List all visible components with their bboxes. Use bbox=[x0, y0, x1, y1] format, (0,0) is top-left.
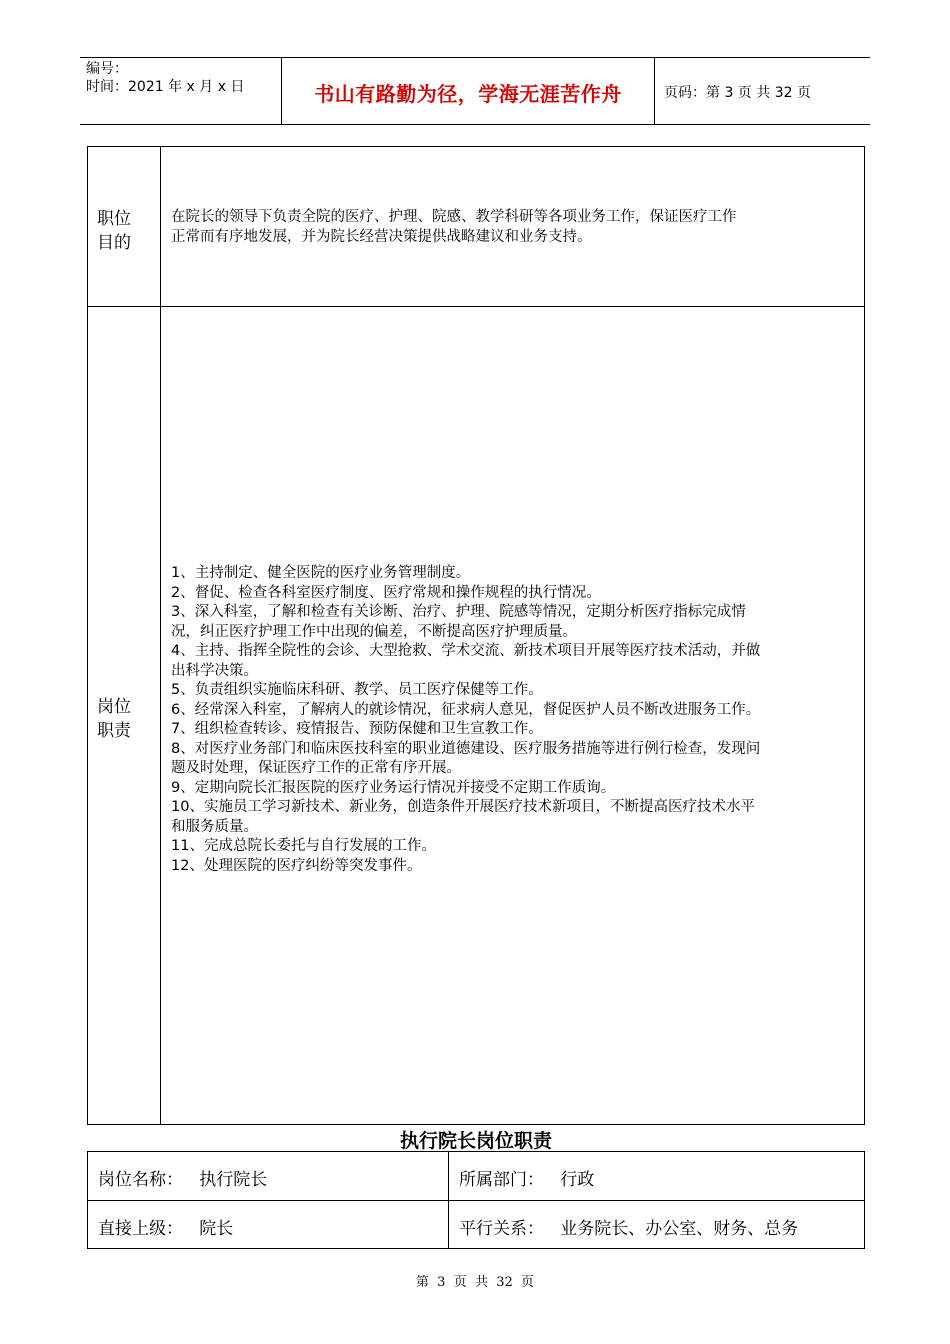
duty-line: 2、督促、检查各科室医疗制度、医疗常规和操作规程的执行情况。 bbox=[171, 584, 601, 601]
superior-cell bbox=[87, 1200, 449, 1249]
duty-line: 7、组织检查转诊、疫情报告、预防保健和卫生宣教工作。 bbox=[171, 721, 543, 737]
duty-line: 10、实施员工学习新技术、新业务，创造条件开展医疗技术新项目，不断提高医疗技术水平 bbox=[171, 799, 755, 815]
purpose-label-line2: 目的 bbox=[97, 233, 131, 253]
duty-line: 5、负责组织实施临床科研、教学、员工医疗保健等工作。 bbox=[171, 682, 543, 698]
duty-line: 11、完成总院长委托与自行发展的工作。 bbox=[171, 838, 436, 854]
purpose-label-cell bbox=[87, 146, 161, 307]
header-motto: 书山有路勤为径，学海无涯苦作舟 bbox=[314, 82, 622, 106]
duty-line: 出科学决策。 bbox=[171, 662, 258, 679]
duty-line: 和服务质量。 bbox=[171, 818, 258, 835]
duty-line: 题及时处理，保证医疗工作的正常有序开展。 bbox=[171, 760, 461, 776]
page-footer: 第 3 页 共 32 页 bbox=[415, 1275, 535, 1290]
position-name: 岗位名称： 执行院长 bbox=[98, 1170, 268, 1190]
parallel-relations: 平行关系： 业务院长、办公室、财务、总务 bbox=[459, 1219, 799, 1239]
duty-line: 1、主持制定、健全医院的医疗业务管理制度。 bbox=[171, 565, 471, 581]
position-name-cell bbox=[87, 1151, 449, 1201]
duty-label-line2: 职责 bbox=[97, 721, 131, 741]
purpose-label-line1: 职位 bbox=[97, 209, 131, 229]
duty-line: 6、经常深入科室，了解病人的就诊情况，征求病人意见，督促医护人员不断改进服务工作。 bbox=[171, 701, 761, 718]
purpose-text-line2: 正常而有序地发展，并为院长经营决策提供战略建议和业务支持。 bbox=[171, 228, 592, 245]
duty-content-cell bbox=[160, 306, 865, 1125]
duty-line: 4、主持、指挥全院性的会诊、大型抢救、学术交流、新技术项目开展等医疗技术活动，并做 bbox=[171, 643, 761, 659]
duty-label-cell bbox=[87, 306, 161, 1125]
document-time: 时间：2021 年 x 月 x 日 bbox=[86, 79, 245, 95]
direct-superior: 直接上级： 院长 bbox=[98, 1219, 234, 1239]
department: 所属部门： 行政 bbox=[459, 1170, 595, 1190]
purpose-content-cell bbox=[160, 146, 865, 307]
header-divider-right bbox=[654, 57, 655, 124]
duty-line: 12、处理医院的医疗纠纷等突发事件。 bbox=[171, 857, 422, 874]
duty-label-line1: 岗位 bbox=[97, 697, 131, 717]
department-cell bbox=[448, 1151, 865, 1201]
header-page-info: 页码：第 3 页 共 32 页 bbox=[664, 85, 811, 101]
section-title: 执行院长岗位职责 bbox=[399, 1130, 552, 1152]
duty-line: 况，纠正医疗护理工作中出现的偏差，不断提高医疗护理质量。 bbox=[171, 623, 577, 640]
header-meta bbox=[86, 60, 244, 96]
duty-line: 8、对医疗业务部门和临床医技科室的职业道德建设、医疗服务措施等进行例行检查，发现问 bbox=[171, 740, 761, 757]
duty-list bbox=[171, 564, 760, 876]
document-number-label: 编号： bbox=[86, 61, 128, 77]
duty-line: 9、定期向院长汇报医院的医疗业务运行情况并接受不定期工作质询。 bbox=[171, 779, 616, 796]
duty-line: 3、深入科室，了解和检查有关诊断、治疗、护理、院感等情况，定期分析医疗指标完成情 bbox=[171, 604, 746, 620]
parallel-cell bbox=[448, 1200, 865, 1249]
header-bottom-rule bbox=[80, 124, 870, 125]
purpose-text-line1: 在院长的领导下负责全院的医疗、护理、院感、教学科研等各项业务工作，保证医疗工作 bbox=[171, 209, 737, 225]
header-top-rule bbox=[80, 57, 870, 58]
